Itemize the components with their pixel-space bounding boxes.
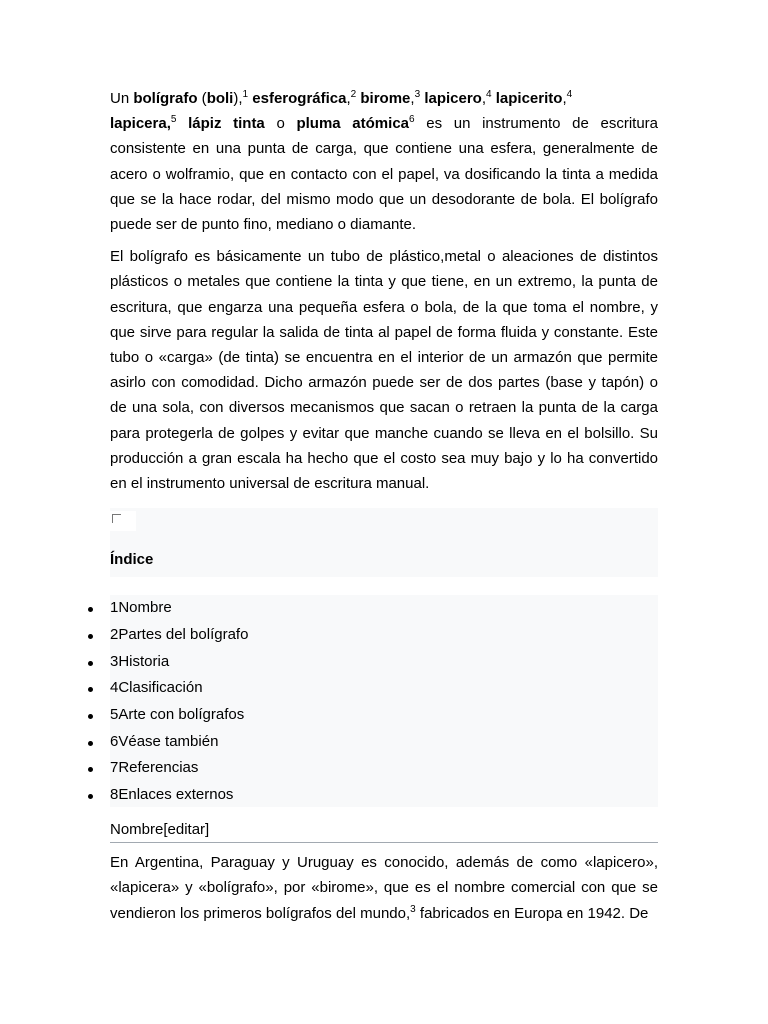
bullet-icon: [88, 607, 93, 612]
reference-link[interactable]: 1: [242, 89, 249, 100]
bullet-icon: [88, 794, 93, 799]
reference-link[interactable]: 5: [170, 114, 177, 126]
reference-link[interactable]: 3: [414, 89, 421, 100]
intro-paragraph: [110, 86, 658, 237]
toc-item-label: 6Véase también: [110, 732, 219, 750]
term-lapicero: lapicero: [424, 90, 482, 107]
toc-item-label: 2Partes del bolígrafo: [110, 625, 249, 643]
toc-header: [110, 508, 658, 577]
toc-item[interactable]: [110, 782, 248, 809]
toc-item[interactable]: [110, 622, 248, 649]
toc-item-label: 7Referencias: [110, 759, 199, 777]
term-pluma-atomica: pluma atómica: [296, 115, 409, 133]
bullet-icon: [88, 714, 93, 719]
term-lapicerito: lapicerito: [495, 90, 563, 107]
toc-list: [110, 595, 658, 807]
text-run: Un: [110, 90, 134, 107]
text-run: En Argentina, Paraguay y Uruguay es conocido, además de como «lapicero», «lapicera» y «bolígrafo», por «birome», que es el nombre comercial con que se vendieron los primeros bolígrafos del mundo,: [110, 854, 658, 922]
text-run: fabricados en Europa en 1942. De: [415, 904, 649, 922]
toc-item-label: 4Clasificación: [110, 679, 203, 697]
term-boligrafo: bolígrafo: [133, 90, 198, 107]
bullet-icon: [88, 634, 93, 639]
text-run: ,: [410, 90, 415, 107]
bullet-icon: [88, 687, 93, 692]
text-run: [176, 115, 188, 132]
term-boli: boli: [206, 90, 234, 107]
reference-link[interactable]: 3: [410, 903, 416, 915]
term-esferografica: esferográfica: [252, 90, 347, 107]
body-paragraph: El bolígrafo es básicamente un tubo de plástico,metal o aleaciones de distintos plásticos o metales que contiene la tinta y que tiene, en un extremo, la punta de escritura, que engarza una pequeña esfera o bola, de la que toma el nombre, y que sirve para regular la salida de tinta al papel de forma fluida y constante. Este tubo o «carga» (de tinta) se encuentra en el interior de un armazón que permite asirlo con comodidad. Dicho armazón puede ser de dos partes (base y tapón) o de una sola, con diversos mecanismos que sacan o retraen la punta de la carga para protegerla de golpes y evitar que manche cuando se lleva en el bolsillo. Su producción a gran escala ha hecho que el costo sea muy bajo y lo ha convertido en el instrumento universal de escritura manual.: [110, 248, 658, 493]
checkbox-icon: [112, 514, 121, 523]
toc-toggle-checkbox[interactable]: [110, 511, 136, 531]
toc-item-label: 5Arte con bolígrafos: [110, 706, 245, 723]
reference-link[interactable]: 2: [350, 89, 357, 100]
toc-item[interactable]: [110, 729, 248, 756]
toc-item-label: 8Enlaces externos: [110, 786, 234, 804]
term-birome: birome: [360, 90, 411, 107]
term-lapicera: lapicera,: [110, 115, 171, 133]
toc-item[interactable]: [110, 649, 248, 676]
toc-item[interactable]: [110, 595, 248, 622]
bullet-icon: [88, 767, 93, 772]
text-run: ),: [233, 90, 243, 107]
toc-item-label: 1Nombre: [110, 599, 172, 617]
toc-item[interactable]: [110, 755, 248, 782]
reference-link[interactable]: 4: [566, 89, 573, 100]
toc-item[interactable]: [110, 675, 248, 702]
reference-link[interactable]: 4: [486, 89, 492, 100]
bullet-icon: [88, 661, 93, 666]
text-run: ,: [481, 90, 487, 107]
text-run: ,: [562, 90, 567, 107]
bullet-icon: [88, 741, 93, 746]
toc-item[interactable]: [110, 702, 248, 729]
section-paragraph: [110, 850, 658, 926]
text-run: es un instrumento de escritura consistente en una punta de carga, que contiene una esfera, generalmente de acero o wolframio, que en contacto con el papel, va dosificando la tinta a medida que se la hace rodar, del mismo modo que un desodorante de bola. El bolígrafo puede ser de punto fino, mediano o diamante.: [110, 115, 658, 234]
reference-link[interactable]: 6: [409, 114, 415, 126]
text-run: o: [264, 115, 297, 133]
text-run: (: [197, 90, 207, 107]
section-heading: Nombre[editar]: [110, 819, 658, 843]
toc-item-label: 3Historia: [110, 652, 170, 670]
text-run: ,: [346, 90, 351, 107]
document-page: [110, 86, 658, 926]
toc-title: Índice: [110, 551, 154, 569]
term-lapiz-tinta: lápiz tinta: [188, 115, 265, 133]
